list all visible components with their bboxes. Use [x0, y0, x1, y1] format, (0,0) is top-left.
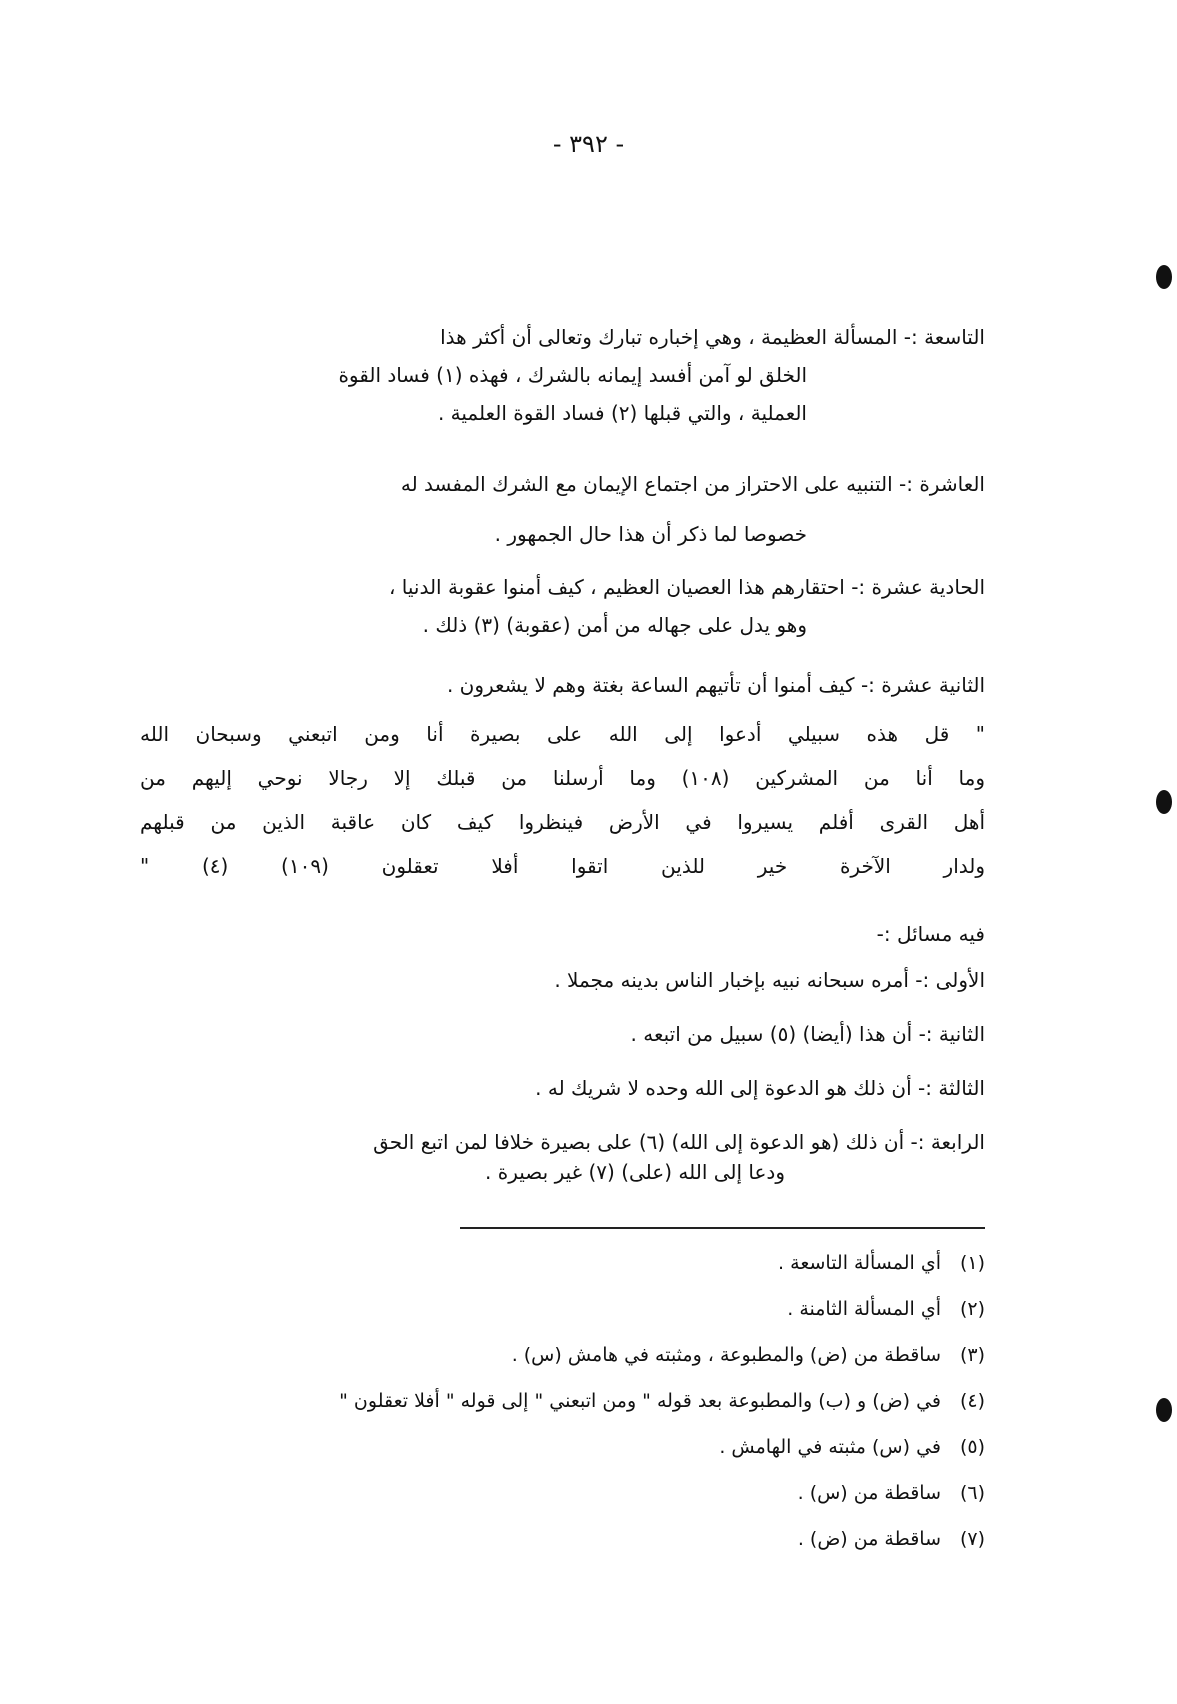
item-ninth-label: التاسعة :- — [903, 325, 985, 349]
footnote-5 — [339, 1436, 985, 1482]
issue-fourth-label: الرابعة :- — [910, 1130, 985, 1154]
footnote-4-text: في (ض) و (ب) والمطبوعة بعد قوله " ومن اتبعني " إلى قوله " أفلا تعقلون " — [339, 1390, 941, 1412]
footnote-3-text: ساقطة من (ض) والمطبوعة ، ومثبته في هامش (س) . — [511, 1344, 941, 1366]
footnote-6-text: ساقطة من (س) . — [797, 1482, 941, 1504]
issue-third-label: الثالثة :- — [918, 1076, 985, 1100]
item-ninth-line2: الخلق لو آمن أفسد إيمانه بالشرك ، فهذه (١) فساد القوة — [338, 363, 807, 387]
issue-third — [535, 1076, 985, 1100]
footnote-divider — [460, 1227, 985, 1229]
item-eleventh-line1: احتقارهم هذا العصيان العظيم ، كيف أمنوا عقوبة الدنيا ، — [388, 575, 845, 599]
item-tenth-line1: التنبيه على الاحتراز من اجتماع الإيمان مع الشرك المفسد له — [400, 472, 893, 496]
footnote-7-text: ساقطة من (ض) . — [797, 1528, 941, 1550]
item-ninth-line1: المسألة العظيمة ، وهي إخباره تبارك وتعالى أن أكثر هذا — [440, 325, 898, 349]
footnote-6-number: (٦) — [959, 1482, 985, 1504]
item-tenth-label: العاشرة :- — [899, 472, 985, 496]
footnote-4-number: (٤) — [959, 1390, 985, 1412]
footnotes — [339, 1252, 985, 1574]
footnote-2-number: (٢) — [959, 1298, 985, 1320]
page-number: - ٣٩٢ - — [552, 130, 625, 158]
footnote-3-number: (٣) — [959, 1344, 985, 1366]
issue-fourth-text: أن ذلك (هو الدعوة إلى الله) (٦) على بصيرة خلافا لمن اتبع الحق — [373, 1130, 905, 1154]
item-eleventh-line2: وهو يدل على جهاله من أمن (عقوبة) (٣) ذلك . — [422, 613, 807, 637]
item-eleventh — [389, 568, 985, 644]
issue-second-text: أن هذا (أيضا) (٥) سبيل من اتبعه . — [630, 1022, 913, 1046]
item-tenth — [401, 465, 985, 553]
quote-line-2: وما أنا من المشركين (١٠٨) وما أرسلنا من قبلك إلا رجالا نوحي إليهم من — [140, 766, 985, 790]
item-ninth — [338, 318, 985, 432]
item-tenth-line2: خصوصا لما ذكر أن هذا حال الجمهور . — [494, 522, 807, 546]
issue-fourth — [373, 1130, 985, 1184]
item-twelfth-line1: كيف أمنوا أن تأتيهم الساعة بغتة وهم لا يشعرون . — [446, 673, 855, 697]
footnote-2-text: أي المسألة الثامنة . — [787, 1298, 941, 1320]
quran-quote — [140, 712, 985, 888]
punch-hole-mark-3 — [1156, 1398, 1172, 1422]
footnote-5-text: في (س) مثبته في الهامش . — [719, 1436, 941, 1458]
footnote-3 — [339, 1344, 985, 1390]
quote-line-4: ولدار الآخرة خير للذين اتقوا أفلا تعقلون (١٠٩) (٤) " — [140, 854, 986, 878]
issue-first — [554, 968, 985, 992]
item-eleventh-label: الحادية عشرة :- — [851, 575, 985, 599]
item-twelfth-label: الثانية عشرة :- — [860, 673, 985, 697]
footnote-4 — [339, 1390, 985, 1436]
issues-heading: فيه مسائل :- — [876, 922, 985, 946]
quote-line-1: " قل هذه سبيلي أدعوا إلى الله على بصيرة أنا ومن اتبعني وسبحان الله — [140, 722, 985, 746]
item-ninth-line3: العملية ، والتي قبلها (٢) فساد القوة العلمية . — [437, 401, 807, 425]
footnote-2 — [339, 1298, 985, 1344]
footnote-5-number: (٥) — [959, 1436, 985, 1458]
issue-first-text: أمره سبحانه نبيه بإخبار الناس بدينه مجملا . — [554, 968, 909, 992]
item-twelfth — [447, 666, 985, 704]
footnote-1-number: (١) — [959, 1252, 985, 1274]
footnote-7-number: (٧) — [959, 1528, 985, 1550]
footnote-1-text: أي المسألة التاسعة . — [778, 1252, 941, 1274]
issue-fourth-cont: ودعا إلى الله (على) (٧) غير بصيرة . — [485, 1160, 785, 1184]
quote-line-3: أهل القرى أفلم يسيروا في الأرض فينظروا كيف كان عاقبة الذين من قبلهم — [140, 810, 985, 834]
issue-first-label: الأولى :- — [915, 968, 985, 992]
issue-second-label: الثانية :- — [918, 1022, 985, 1046]
footnote-1 — [339, 1252, 985, 1298]
issue-third-text: أن ذلك هو الدعوة إلى الله وحده لا شريك له . — [535, 1076, 912, 1100]
footnote-7 — [339, 1528, 985, 1574]
punch-hole-mark-1 — [1156, 265, 1172, 289]
issue-second — [631, 1022, 985, 1046]
footnote-6 — [339, 1482, 985, 1528]
punch-hole-mark-2 — [1156, 790, 1172, 814]
